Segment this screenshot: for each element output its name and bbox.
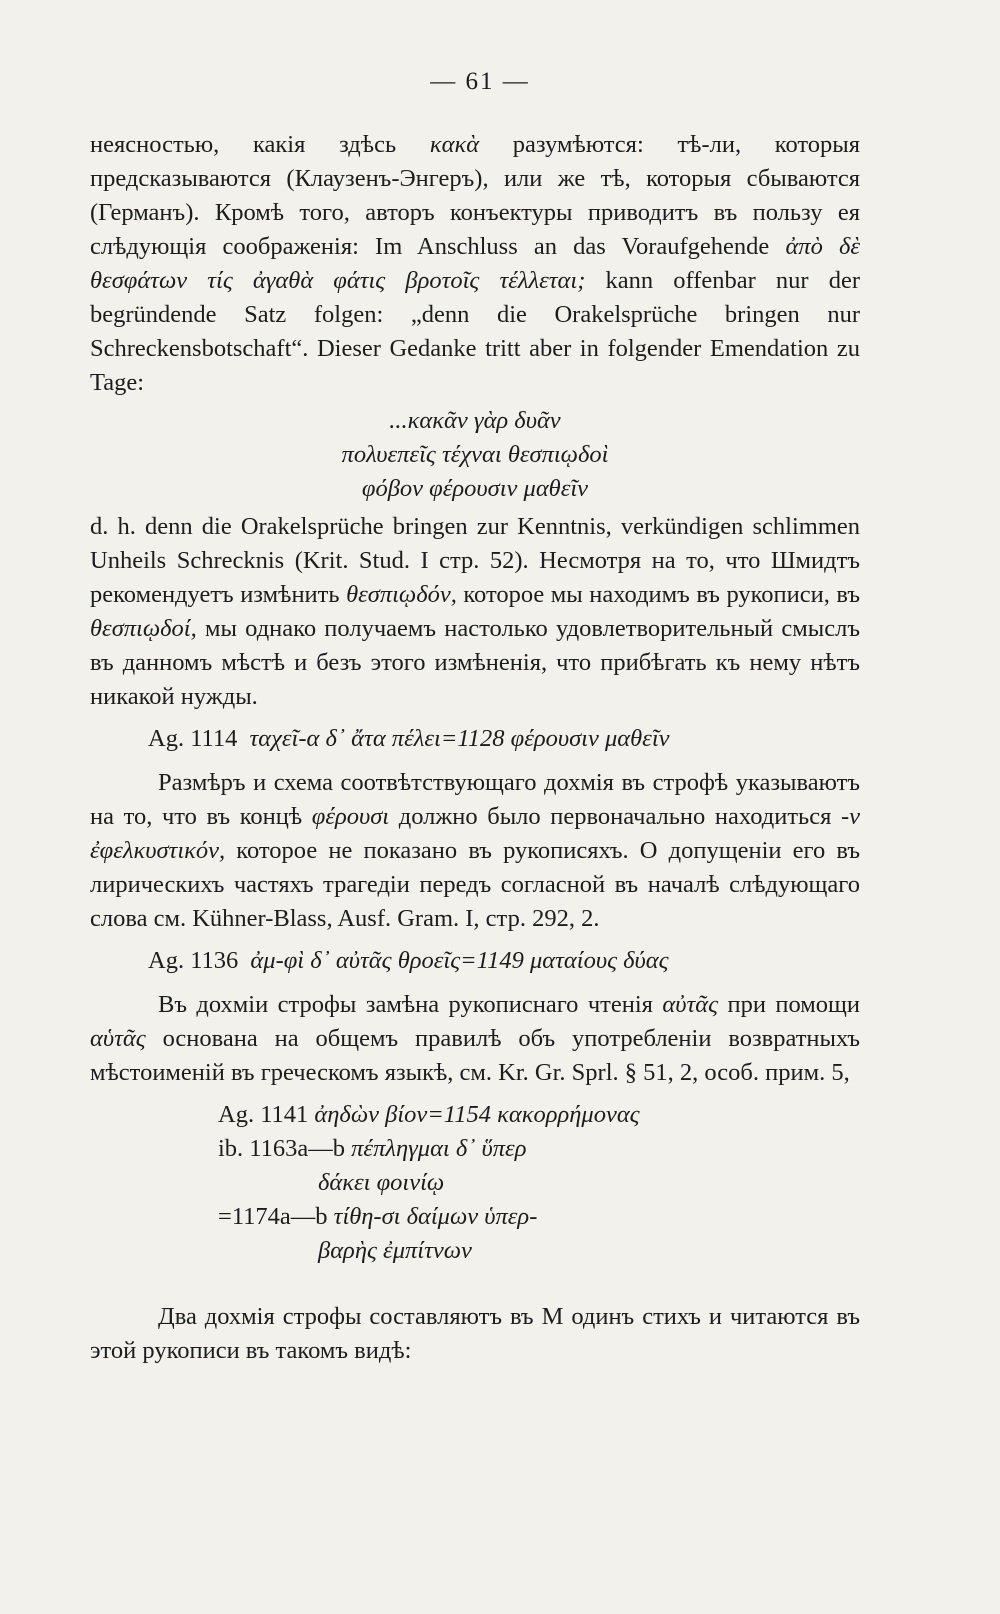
text-run: мы однако получаемъ настолько удовлетворительный смыслъ въ данномъ мѣстѣ и безъ этого измѣненія, что прибѣгать къ нему нѣтъ никакой нужды. bbox=[90, 615, 860, 710]
reference-label: Ag. 1141 bbox=[218, 1101, 309, 1128]
paragraph-4 bbox=[90, 988, 860, 1090]
greek-text: πέπληγμαι δ᾽ ὕπερ bbox=[351, 1135, 527, 1162]
page-body bbox=[90, 128, 860, 1368]
paragraph-2 bbox=[90, 510, 860, 714]
greek-text: ταχεῖ-α δ᾽ ἄτα πέλει=1128 φέρουσιν μαθεῖν bbox=[249, 725, 670, 752]
reference-label: =1174a—b bbox=[218, 1203, 328, 1230]
verse-line: ...κακᾶν γὰρ δυᾶν bbox=[389, 407, 561, 434]
greek-text: κακὰ bbox=[429, 131, 480, 158]
paragraph-3 bbox=[90, 766, 860, 936]
text-run: основана на общемъ правилѣ объ употребленіи возвратныхъ мѣстоименій въ греческомъ языкѣ, см. Kr. Gr. Sprl. § 51, 2, особ. прим. 5, bbox=[90, 1025, 860, 1086]
paragraph-5: Два дохмія строфы составляютъ въ M одинъ стихъ и читаются въ этой рукописи въ такомъ видѣ: bbox=[90, 1303, 860, 1364]
greek-text: θεσπιῳδόν, bbox=[346, 581, 457, 608]
text-run: должно было первоначально находиться bbox=[389, 803, 841, 830]
paragraph-1 bbox=[90, 128, 860, 400]
line-reference bbox=[148, 944, 860, 978]
page-number: — 61 — bbox=[430, 68, 530, 95]
reference-line bbox=[218, 1132, 860, 1166]
text-run: d. h. denn die Orakelsprüche bringen zur Kenntnis, verkündigen schlimmen Unheils Schrecknis (Krit. Stud. I стр. 52). Несмотря на то, что Шмидтъ рекомендуетъ измѣнить bbox=[90, 513, 860, 608]
verse-line: φόβον φέρουσιν μαθεῖν bbox=[361, 475, 589, 502]
reference-block bbox=[218, 1098, 860, 1268]
reference-continuation: βαρὴς ἐμπίτνων bbox=[318, 1237, 472, 1264]
greek-text: αὐτᾶς bbox=[662, 991, 719, 1018]
text-run: которое не показано въ рукописяхъ. О допущеніи его въ лирическихъ частяхъ трагедіи передъ согласной въ началѣ слѣдующаго слова см. Kühner-Blass, Ausf. Gram. I, стр. 292, 2. bbox=[90, 837, 860, 932]
greek-text: αὑτᾶς bbox=[90, 1025, 146, 1052]
greek-text: φέρουσι bbox=[311, 803, 390, 830]
reference-continuation: δάκει φοινίῳ bbox=[318, 1169, 445, 1196]
text-run: Въ дохміи строфы замѣна рукописнаго чтенія bbox=[158, 991, 663, 1018]
reference-label: ib. 1163a—b bbox=[218, 1135, 346, 1162]
reference-line bbox=[218, 1200, 860, 1234]
greek-text: -ν ἐφελκυστικόν, bbox=[90, 803, 860, 864]
greek-text: τίθη-σι δαίμων ὑπερ- bbox=[333, 1203, 538, 1230]
text-run: Размѣръ и схема соотвѣтствующаго дохмія въ строфѣ указываютъ на то, что въ концѣ bbox=[90, 769, 860, 830]
text-run: при помощи bbox=[718, 991, 860, 1018]
greek-text: θεσπιῳδοί, bbox=[90, 615, 197, 642]
text-run: kann offenbar nur der begründende Satz folgen: „denn die Orakelsprüche bringen nur Schreckensbotschaft“. Dieser Gedanke tritt aber in folgender Emendation zu Tage: bbox=[90, 267, 860, 396]
reference-line bbox=[218, 1098, 860, 1132]
reference-label: Ag. 1136 bbox=[148, 947, 239, 974]
text-run: которое мы находимъ въ рукописи, въ bbox=[456, 581, 860, 608]
text-run: неясностью, какія здѣсь bbox=[90, 131, 430, 158]
greek-text: ἀηδὼν βίον=1154 κακορρήμονας bbox=[314, 1101, 640, 1128]
greek-text: ἀπὸ δὲ θεσφάτων τίς ἀγαθὰ φάτις βροτοῖς τέλλεται; bbox=[90, 233, 860, 294]
line-reference bbox=[148, 722, 860, 756]
text-run: разумѣются: тѣ-ли, которыя предсказываются (Клаузенъ-Энгеръ), или же тѣ, которыя сбываются (Германъ). Кромѣ того, авторъ конъектуры приводитъ въ пользу ея слѣдующія соображенія: Im Anschluss an das Voraufgehende bbox=[90, 131, 860, 260]
verse-line: πολυεπεῖς τέχναι θεσπιῳδοὶ bbox=[341, 441, 609, 468]
spacer bbox=[90, 1278, 860, 1300]
reference-label: Ag. 1114 bbox=[148, 725, 238, 752]
greek-text: ἀμ-φὶ δ᾽ αὐτᾶς θροεῖς=1149 ματαίους δύας bbox=[250, 947, 669, 974]
verse-quote bbox=[90, 404, 860, 506]
